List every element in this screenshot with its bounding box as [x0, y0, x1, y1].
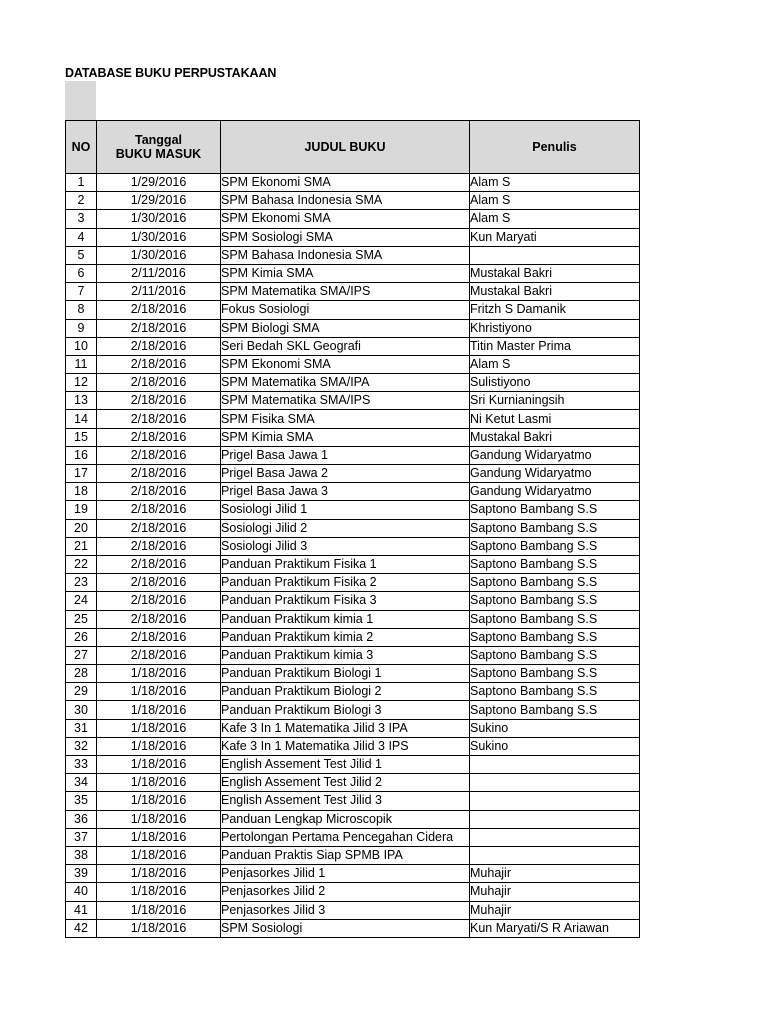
- cell-date: 1/18/2016: [97, 901, 221, 919]
- cell-no: 4: [66, 228, 97, 246]
- cell-title: SPM Ekonomi SMA: [221, 210, 470, 228]
- cell-no: 8: [66, 301, 97, 319]
- table-row: [66, 301, 640, 319]
- cell-date: 2/18/2016: [97, 574, 221, 592]
- cell-author: Saptono Bambang S.S: [470, 610, 640, 628]
- cell-author: Kun Maryati/S R Ariawan: [470, 919, 640, 937]
- table-row: [66, 519, 640, 537]
- cell-author: Ni Ketut Lasmi: [470, 410, 640, 428]
- cell-no: 40: [66, 883, 97, 901]
- cell-title: SPM Ekonomi SMA: [221, 174, 470, 192]
- cell-author: Saptono Bambang S.S: [470, 537, 640, 555]
- cell-no: 34: [66, 774, 97, 792]
- table-row: [66, 392, 640, 410]
- cell-date: 1/18/2016: [97, 756, 221, 774]
- table-row: [66, 574, 640, 592]
- cell-title: Panduan Praktikum kimia 2: [221, 628, 470, 646]
- cell-no: 42: [66, 919, 97, 937]
- cell-no: 15: [66, 428, 97, 446]
- cell-date: 2/18/2016: [97, 337, 221, 355]
- table-body: [66, 174, 640, 938]
- cell-no: 22: [66, 555, 97, 573]
- table-row: [66, 792, 640, 810]
- cell-title: Penjasorkes Jilid 1: [221, 865, 470, 883]
- cell-date: 1/18/2016: [97, 683, 221, 701]
- table-row: [66, 174, 640, 192]
- cell-author: [470, 246, 640, 264]
- cell-title: Panduan Lengkap Microscopik: [221, 810, 470, 828]
- cell-date: 1/18/2016: [97, 719, 221, 737]
- cell-title: Sosiologi Jilid 2: [221, 519, 470, 537]
- cell-title: SPM Ekonomi SMA: [221, 355, 470, 373]
- cell-title: Pertolongan Pertama Pencegahan Cidera: [221, 828, 470, 846]
- cell-title: English Assement Test Jilid 3: [221, 792, 470, 810]
- cell-date: 1/18/2016: [97, 865, 221, 883]
- cell-author: Alam S: [470, 192, 640, 210]
- cell-date: 1/29/2016: [97, 174, 221, 192]
- cell-date: 2/18/2016: [97, 646, 221, 664]
- cell-no: 23: [66, 574, 97, 592]
- cell-date: 1/30/2016: [97, 210, 221, 228]
- cell-title: SPM Sosiologi: [221, 919, 470, 937]
- cell-author: Saptono Bambang S.S: [470, 683, 640, 701]
- cell-title: SPM Fisika SMA: [221, 410, 470, 428]
- cell-no: 3: [66, 210, 97, 228]
- table-row: [66, 537, 640, 555]
- cell-author: Gandung Widaryatmo: [470, 465, 640, 483]
- cell-no: 5: [66, 246, 97, 264]
- cell-no: 32: [66, 737, 97, 755]
- cell-title: Kafe 3 In 1 Matematika Jilid 3 IPS: [221, 737, 470, 755]
- cell-no: 21: [66, 537, 97, 555]
- cell-author: [470, 756, 640, 774]
- cell-title: SPM Kimia SMA: [221, 264, 470, 282]
- cell-date: 2/18/2016: [97, 392, 221, 410]
- cell-title: SPM Biologi SMA: [221, 319, 470, 337]
- cell-author: Saptono Bambang S.S: [470, 628, 640, 646]
- cell-date: 1/18/2016: [97, 737, 221, 755]
- cell-author: Muhajir: [470, 883, 640, 901]
- cell-date: 1/18/2016: [97, 665, 221, 683]
- table-row: [66, 901, 640, 919]
- table-row: [66, 555, 640, 573]
- cell-date: 2/18/2016: [97, 465, 221, 483]
- cell-title: SPM Sosiologi SMA: [221, 228, 470, 246]
- cell-date: 2/18/2016: [97, 428, 221, 446]
- cell-title: SPM Matematika SMA/IPA: [221, 374, 470, 392]
- cell-no: 6: [66, 264, 97, 282]
- cell-author: Alam S: [470, 174, 640, 192]
- books-table: [65, 120, 640, 938]
- table-row: [66, 246, 640, 264]
- cell-no: 33: [66, 756, 97, 774]
- cell-author: Alam S: [470, 210, 640, 228]
- cell-title: Sosiologi Jilid 1: [221, 501, 470, 519]
- table-row: [66, 374, 640, 392]
- table-row: [66, 283, 640, 301]
- cell-date: 2/18/2016: [97, 592, 221, 610]
- table-row: [66, 846, 640, 864]
- table-row: [66, 355, 640, 373]
- cell-author: Khristiyono: [470, 319, 640, 337]
- cell-date: 1/18/2016: [97, 846, 221, 864]
- table-row: [66, 865, 640, 883]
- cell-date: 2/11/2016: [97, 283, 221, 301]
- cell-title: SPM Matematika SMA/IPS: [221, 283, 470, 301]
- cell-title: Panduan Praktikum Biologi 2: [221, 683, 470, 701]
- table-row: [66, 192, 640, 210]
- table-row: [66, 719, 640, 737]
- cell-author: [470, 828, 640, 846]
- cell-title: Kafe 3 In 1 Matematika Jilid 3 IPA: [221, 719, 470, 737]
- cell-date: 2/18/2016: [97, 628, 221, 646]
- cell-title: English Assement Test Jilid 1: [221, 756, 470, 774]
- cell-no: 39: [66, 865, 97, 883]
- cell-author: Gandung Widaryatmo: [470, 446, 640, 464]
- table-row: [66, 501, 640, 519]
- cell-no: 1: [66, 174, 97, 192]
- cell-no: 27: [66, 646, 97, 664]
- cell-title: Penjasorkes Jilid 2: [221, 883, 470, 901]
- cell-date: 2/18/2016: [97, 410, 221, 428]
- table-row: [66, 683, 640, 701]
- cell-title: Panduan Praktikum Fisika 3: [221, 592, 470, 610]
- cell-author: Saptono Bambang S.S: [470, 574, 640, 592]
- cell-date: 1/18/2016: [97, 919, 221, 937]
- cell-no: 17: [66, 465, 97, 483]
- cell-date: 2/18/2016: [97, 446, 221, 464]
- table-header-row: [66, 121, 640, 174]
- cell-no: 19: [66, 501, 97, 519]
- cell-title: Prigel Basa Jawa 3: [221, 483, 470, 501]
- cell-date: 2/18/2016: [97, 555, 221, 573]
- cell-author: Saptono Bambang S.S: [470, 646, 640, 664]
- cell-no: 26: [66, 628, 97, 646]
- cell-no: 38: [66, 846, 97, 864]
- cell-author: Alam S: [470, 355, 640, 373]
- cell-author: Sukino: [470, 737, 640, 755]
- cell-date: 1/18/2016: [97, 701, 221, 719]
- cell-no: 35: [66, 792, 97, 810]
- cell-date: 2/18/2016: [97, 319, 221, 337]
- cell-title: SPM Bahasa Indonesia SMA: [221, 192, 470, 210]
- column-header-no: NO: [66, 121, 97, 174]
- cell-author: Saptono Bambang S.S: [470, 701, 640, 719]
- table-row: [66, 774, 640, 792]
- cell-no: 9: [66, 319, 97, 337]
- cell-author: Sri Kurnianingsih: [470, 392, 640, 410]
- cell-author: [470, 846, 640, 864]
- cell-date: 1/18/2016: [97, 810, 221, 828]
- table-row: [66, 828, 640, 846]
- cell-no: 24: [66, 592, 97, 610]
- cell-author: Gandung Widaryatmo: [470, 483, 640, 501]
- cell-author: [470, 810, 640, 828]
- table-row: [66, 446, 640, 464]
- table-row: [66, 210, 640, 228]
- cell-title: Sosiologi Jilid 3: [221, 537, 470, 555]
- cell-date: 2/18/2016: [97, 519, 221, 537]
- cell-date: 1/18/2016: [97, 774, 221, 792]
- cell-title: Fokus Sosiologi: [221, 301, 470, 319]
- cell-title: SPM Matematika SMA/IPS: [221, 392, 470, 410]
- column-header-title: JUDUL BUKU: [221, 121, 470, 174]
- cell-no: 29: [66, 683, 97, 701]
- cell-date: 2/18/2016: [97, 610, 221, 628]
- cell-no: 31: [66, 719, 97, 737]
- cell-author: Saptono Bambang S.S: [470, 665, 640, 683]
- table-row: [66, 737, 640, 755]
- cell-date: 2/11/2016: [97, 264, 221, 282]
- cell-title: SPM Kimia SMA: [221, 428, 470, 446]
- cell-title: SPM Bahasa Indonesia SMA: [221, 246, 470, 264]
- table-row: [66, 483, 640, 501]
- table-row: [66, 264, 640, 282]
- table-row: [66, 337, 640, 355]
- cell-no: 25: [66, 610, 97, 628]
- table-row: [66, 919, 640, 937]
- cell-author: Fritzh S Damanik: [470, 301, 640, 319]
- cell-author: Sukino: [470, 719, 640, 737]
- cell-author: [470, 792, 640, 810]
- table-row: [66, 646, 640, 664]
- cell-title: English Assement Test Jilid 2: [221, 774, 470, 792]
- column-header-author: Penulis: [470, 121, 640, 174]
- cell-no: 28: [66, 665, 97, 683]
- cell-author: Titin Master Prima: [470, 337, 640, 355]
- cell-date: 2/18/2016: [97, 374, 221, 392]
- cell-no: 16: [66, 446, 97, 464]
- cell-no: 2: [66, 192, 97, 210]
- column-header-date-line2: BUKU MASUK: [115, 147, 202, 161]
- cell-title: Prigel Basa Jawa 1: [221, 446, 470, 464]
- cell-date: 2/18/2016: [97, 355, 221, 373]
- cell-date: 2/18/2016: [97, 537, 221, 555]
- table-row: [66, 228, 640, 246]
- cell-title: Panduan Praktikum Fisika 2: [221, 574, 470, 592]
- cell-date: 1/18/2016: [97, 883, 221, 901]
- cell-no: 7: [66, 283, 97, 301]
- cell-author: Saptono Bambang S.S: [470, 555, 640, 573]
- cell-no: 11: [66, 355, 97, 373]
- cell-author: Saptono Bambang S.S: [470, 501, 640, 519]
- table-row: [66, 665, 640, 683]
- cell-title: Prigel Basa Jawa 2: [221, 465, 470, 483]
- table-row: [66, 810, 640, 828]
- cell-no: 12: [66, 374, 97, 392]
- cell-date: 1/18/2016: [97, 792, 221, 810]
- cell-no: 37: [66, 828, 97, 846]
- table-row: [66, 883, 640, 901]
- cell-author: Muhajir: [470, 865, 640, 883]
- cell-no: 36: [66, 810, 97, 828]
- cell-author: Saptono Bambang S.S: [470, 519, 640, 537]
- header-shade-strip: [65, 81, 96, 121]
- cell-title: Seri Bedah SKL Geografi: [221, 337, 470, 355]
- table-row: [66, 592, 640, 610]
- cell-no: 18: [66, 483, 97, 501]
- cell-title: Panduan Praktikum kimia 3: [221, 646, 470, 664]
- cell-no: 30: [66, 701, 97, 719]
- cell-date: 1/30/2016: [97, 246, 221, 264]
- cell-date: 2/18/2016: [97, 483, 221, 501]
- cell-author: Mustakal Bakri: [470, 428, 640, 446]
- table-row: [66, 610, 640, 628]
- table-row: [66, 410, 640, 428]
- cell-title: Penjasorkes Jilid 3: [221, 901, 470, 919]
- cell-date: 1/18/2016: [97, 828, 221, 846]
- cell-no: 14: [66, 410, 97, 428]
- table-row: [66, 319, 640, 337]
- cell-author: Kun Maryati: [470, 228, 640, 246]
- column-header-date: [97, 121, 221, 174]
- cell-title: Panduan Praktikum kimia 1: [221, 610, 470, 628]
- cell-title: Panduan Praktikum Biologi 1: [221, 665, 470, 683]
- cell-author: Sulistiyono: [470, 374, 640, 392]
- cell-date: 1/30/2016: [97, 228, 221, 246]
- column-header-date-line1: Tanggal: [135, 133, 182, 147]
- cell-author: Mustakal Bakri: [470, 283, 640, 301]
- cell-title: Panduan Praktikum Biologi 3: [221, 701, 470, 719]
- cell-date: 2/18/2016: [97, 501, 221, 519]
- cell-no: 41: [66, 901, 97, 919]
- cell-title: Panduan Praktis Siap SPMB IPA: [221, 846, 470, 864]
- cell-no: 10: [66, 337, 97, 355]
- table-row: [66, 756, 640, 774]
- cell-no: 13: [66, 392, 97, 410]
- cell-author: Mustakal Bakri: [470, 264, 640, 282]
- cell-author: Muhajir: [470, 901, 640, 919]
- cell-author: [470, 774, 640, 792]
- table-row: [66, 465, 640, 483]
- table-row: [66, 628, 640, 646]
- table-row: [66, 428, 640, 446]
- cell-date: 2/18/2016: [97, 301, 221, 319]
- table-row: [66, 701, 640, 719]
- cell-author: Saptono Bambang S.S: [470, 592, 640, 610]
- cell-date: 1/29/2016: [97, 192, 221, 210]
- cell-title: Panduan Praktikum Fisika 1: [221, 555, 470, 573]
- cell-no: 20: [66, 519, 97, 537]
- page-title: DATABASE BUKU PERPUSTAKAAN: [65, 66, 277, 80]
